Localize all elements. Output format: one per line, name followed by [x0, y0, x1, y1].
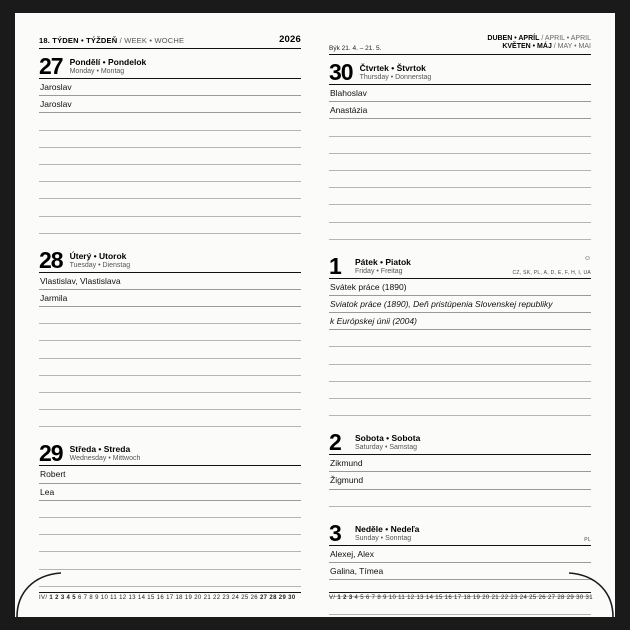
day-name-primary: Čtvrtek • Štvrtok [359, 63, 426, 73]
day-header [329, 429, 591, 456]
day-name-primary: Pondělí • Pondelok [69, 57, 147, 67]
day-number: 30 [329, 59, 353, 85]
note-line[interactable] [39, 518, 301, 535]
day-name-primary: Neděle • Nedeľa [355, 523, 420, 534]
day-block [329, 429, 591, 507]
note-line[interactable] [39, 376, 301, 393]
note-line[interactable] [329, 382, 591, 399]
note-line[interactable] [39, 501, 301, 518]
day-lines [39, 466, 301, 586]
day-name-secondary: Monday • Montag [69, 68, 125, 75]
note-line[interactable] [329, 223, 591, 240]
note-line[interactable] [39, 148, 301, 165]
note-line[interactable] [39, 341, 301, 358]
note-line[interactable] [329, 119, 591, 136]
holiday-icon: ☺ [583, 254, 591, 262]
note-line[interactable] [39, 182, 301, 199]
day-name-primary: Pátek • Piatok [355, 256, 411, 267]
day-name-secondary: Thursday • Donnerstag [359, 74, 432, 81]
month-title-line1: DUBEN • APRÍL / APRIL • APRIL [487, 34, 591, 42]
left-page-header [39, 33, 301, 49]
name-day-entry[interactable]: Galina, Tímea [329, 563, 591, 580]
note-line[interactable] [39, 570, 301, 587]
note-line[interactable] [39, 324, 301, 341]
book-spine [315, 13, 316, 617]
note-line[interactable] [329, 399, 591, 416]
month-title-line2: KVĚTEN • MÁJ / MAY • MAI [502, 43, 591, 51]
note-line[interactable] [39, 359, 301, 376]
day-name-primary: Středa • Streda [69, 444, 131, 455]
left-page [15, 13, 315, 617]
page-corner-curl [15, 571, 61, 617]
month-strip-days: 6 7 8 9 10 11 12 13 14 15 16 17 18 19 20 21 22 23 24 25 26 [77, 595, 258, 601]
note-line[interactable] [329, 490, 591, 507]
day-header [329, 59, 591, 85]
day-block [329, 252, 591, 417]
name-day-entry[interactable]: Jaroslav [39, 79, 301, 96]
month-strip-bold-head: 1 2 3 [337, 595, 353, 601]
holiday-entry[interactable]: Svátek práce (1890) [329, 279, 591, 296]
note-line[interactable] [329, 365, 591, 382]
day-lines [329, 279, 591, 417]
name-day-entry[interactable]: Lea [39, 484, 301, 501]
note-line[interactable] [39, 165, 301, 182]
day-number: 2 [329, 429, 341, 456]
day-names [70, 443, 141, 463]
name-day-entry[interactable]: Blahoslav [329, 85, 591, 102]
day-name-secondary: Wednesday • Mittwoch [69, 455, 141, 463]
week-label-translation: / WEEK • WOCHE [119, 36, 185, 45]
day-names [355, 256, 411, 276]
note-line[interactable] [39, 113, 301, 130]
year-label: 2026 [279, 34, 301, 45]
note-line[interactable] [329, 330, 591, 347]
day-lines [39, 79, 301, 234]
day-header [39, 246, 301, 273]
holiday-entry[interactable]: k Európskej únii (2004) [329, 313, 591, 330]
right-page-header [329, 33, 591, 55]
day-lines [39, 273, 301, 428]
name-day-entry[interactable]: Alexej, Alex [329, 546, 591, 563]
note-line[interactable] [329, 347, 591, 364]
day-number: 29 [39, 440, 63, 467]
day-name-secondary: Friday • Freitag [355, 267, 403, 275]
month-strip [329, 592, 591, 601]
day-number: 3 [329, 519, 341, 546]
note-line[interactable] [329, 171, 591, 188]
month-strip-bold-tail: 27 28 29 30 [260, 595, 296, 601]
day-names [70, 56, 147, 76]
day-header [39, 53, 301, 79]
month-strip-days: 4 5 6 7 8 9 10 11 12 13 14 15 16 17 18 19 20 21 22 23 24 25 26 27 28 29 30 31 [354, 595, 593, 601]
note-line[interactable] [39, 199, 301, 216]
month-strip [39, 592, 301, 601]
day-block [39, 53, 301, 234]
day-block [39, 440, 301, 586]
note-line[interactable] [39, 393, 301, 410]
note-line[interactable] [39, 307, 301, 324]
day-names [70, 250, 131, 270]
name-day-entry[interactable]: Jarmila [39, 290, 301, 307]
note-line[interactable] [329, 137, 591, 154]
country-flags-label: PL [584, 536, 591, 543]
day-name-primary: Sobota • Sobota [355, 433, 421, 444]
day-names [355, 432, 420, 452]
day-number: 28 [39, 246, 63, 273]
day-number: 1 [329, 252, 341, 279]
day-header [329, 519, 591, 546]
zodiac-sign-label: Býk 21. 4. – 21. 5. [329, 45, 382, 52]
day-names [355, 523, 419, 543]
country-flags-label: CZ, SK, PL, A, D, E, F, H, I, UA [512, 269, 591, 276]
month-strip-prefix: V/ [329, 595, 336, 601]
month-title [487, 35, 591, 53]
name-day-entry[interactable]: Jaroslav [39, 96, 301, 113]
day-block [39, 246, 301, 428]
day-lines [329, 546, 591, 615]
day-number: 27 [39, 53, 63, 79]
day-lines [329, 455, 591, 507]
name-day-entry[interactable]: Zikmund [329, 455, 591, 472]
day-names [360, 62, 432, 82]
note-line[interactable] [329, 188, 591, 205]
name-day-entry[interactable]: Anastázia [329, 102, 591, 119]
holiday-entry[interactable]: Sviatok práce (1890), Deň pristúpenia Slovenskej republiky [329, 296, 591, 313]
day-header [329, 252, 591, 279]
note-line[interactable] [329, 205, 591, 222]
note-line[interactable] [39, 217, 301, 234]
note-line[interactable] [329, 154, 591, 171]
day-name-primary: Úterý • Utorok [69, 250, 127, 261]
day-header [39, 440, 301, 467]
note-line[interactable] [39, 131, 301, 148]
note-line[interactable] [39, 535, 301, 552]
day-lines [329, 85, 591, 240]
note-line[interactable] [39, 552, 301, 569]
note-line[interactable] [39, 410, 301, 427]
month-strip-prefix: IV/ [39, 595, 48, 601]
week-label: 18. TÝDEN • TÝŽDEŇ / WEEK • WOCHE [39, 36, 185, 45]
month-strip-bold-head: 1 2 3 4 5 [49, 595, 76, 601]
diary-spread [15, 13, 615, 617]
name-day-entry[interactable]: Žigmund [329, 472, 591, 489]
day-name-secondary: Tuesday • Dienstag [69, 261, 131, 269]
right-page [315, 13, 615, 617]
name-day-entry[interactable]: Robert [39, 466, 301, 483]
name-day-entry[interactable]: Vlastislav, Vlastislava [39, 273, 301, 290]
day-name-secondary: Sunday • Sonntag [355, 534, 412, 542]
day-name-secondary: Saturday • Samstag [355, 444, 417, 452]
page-corner-curl [569, 571, 615, 617]
day-block [329, 59, 591, 240]
